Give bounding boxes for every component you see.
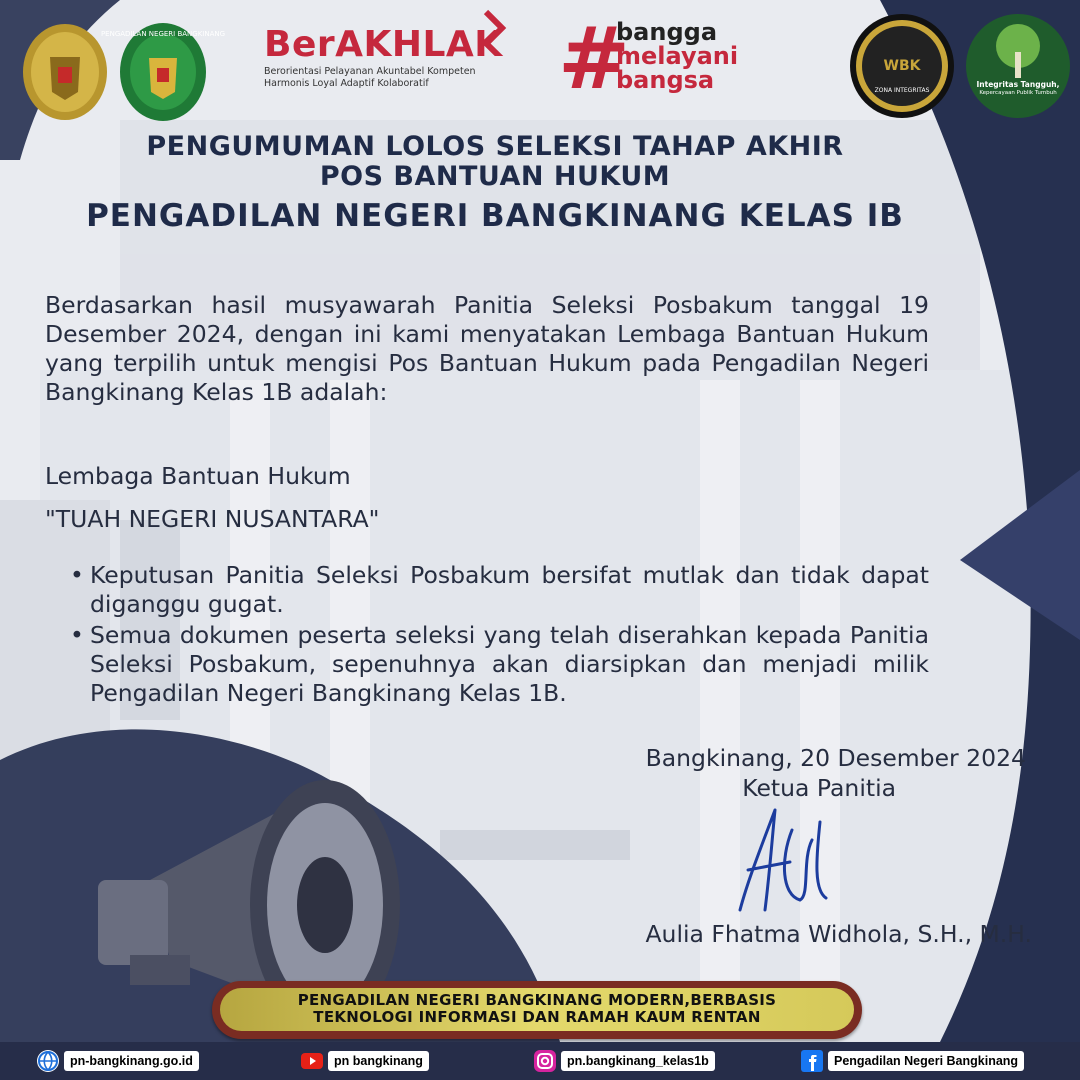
footer-bar	[0, 1042, 1080, 1080]
berakhlak-tagline-2: Harmonis Loyal Adaptif Kolaboratif	[264, 78, 429, 89]
footer-youtube[interactable]	[300, 1050, 429, 1072]
youtube-icon	[300, 1049, 324, 1073]
berakhlak-tagline-1: Berorientasi Pelayanan Akuntabel Kompeten	[264, 66, 476, 77]
signature-role: Ketua Panitia	[742, 774, 896, 802]
bangga-line2: melayani	[616, 42, 739, 70]
footer-facebook[interactable]	[800, 1050, 1024, 1072]
court-name-title: PENGADILAN NEGERI BANGKINANG KELAS IB	[86, 198, 904, 234]
footer-instagram[interactable]	[533, 1050, 715, 1072]
intro-paragraph-text: Berdasarkan hasil musyawarah Panitia Seleksi Posbakum tanggal 19 Desember 2024, dengan ini kami menyatakan Lembaga Bantuan Hukum yang terpilih untuk mengisi Pos Bantuan Hukum pada Pengadilan Negeri Bangkinang Kelas 1B adalah:	[45, 291, 929, 406]
integritas-line1: Integritas Tangguh,	[976, 80, 1060, 89]
pn-bangkinang-seal	[100, 22, 226, 122]
bangga-melayani-bangsa-logo	[558, 9, 758, 109]
instagram-icon	[533, 1049, 557, 1073]
announcement-title: PENGUMUMAN LOLOS SELEKSI TAHAP AKHIR	[146, 131, 844, 162]
youtube-link[interactable]: pn bangkinang	[328, 1051, 429, 1071]
handwritten-signature	[730, 800, 840, 925]
berakhlak-logo	[264, 24, 514, 104]
integritas-tangguh-logo	[966, 14, 1070, 118]
website-link[interactable]: pn-bangkinang.go.id	[64, 1051, 199, 1071]
svg-text:WBK: WBK	[883, 58, 921, 74]
facebook-link[interactable]: Pengadilan Negeri Bangkinang	[828, 1051, 1024, 1071]
bullet-icon: •	[70, 621, 84, 649]
zona-integritas-logo	[846, 12, 958, 120]
footer-website[interactable]	[36, 1050, 199, 1072]
instagram-link[interactable]: pn.bangkinang_kelas1b	[561, 1051, 715, 1071]
bullet-icon: •	[70, 561, 84, 589]
lembaga-label: Lembaga Bantuan Hukum	[45, 462, 351, 490]
list-item-text: Semua dokumen peserta seleksi yang telah diserahkan kepada Panitia Seleksi Posbakum, sepenuhnya akan diarsipkan dan menjadi milik Pengadilan Negeri Bangkinang Kelas 1B.	[90, 621, 929, 707]
list-item	[68, 621, 929, 708]
announcement-subtitle: POS BANTUAN HUKUM	[319, 161, 671, 192]
hash-symbol: #	[558, 9, 631, 109]
slogan-banner-inner	[220, 988, 854, 1031]
berakhlak-title: BerAKHLAK	[264, 24, 503, 65]
zona-label: ZONA INTEGRITAS	[874, 87, 930, 94]
slogan-line1: PENGADILAN NEGERI BANGKINANG MODERN,BERBASIS	[297, 991, 777, 1009]
mahkamah-agung-logo	[20, 22, 110, 122]
lembaga-name: "TUAH NEGERI NUSANTARA"	[45, 505, 380, 533]
facebook-icon	[800, 1049, 824, 1073]
notes-list	[68, 561, 929, 710]
signature-place-date: Bangkinang, 20 Desember 2024	[645, 744, 1026, 772]
signatory-name: Aulia Fhatma Widhola, S.H., M.H.	[645, 920, 1032, 948]
globe-icon	[36, 1049, 60, 1073]
slogan-banner	[212, 981, 862, 1039]
slogan-line2: TEKNOLOGI INFORMASI DAN RAMAH KAUM RENTAN	[313, 1008, 761, 1026]
bangga-line1: bangga	[616, 18, 718, 46]
pn-seal-text: PENGADILAN NEGERI BANGKINANG	[100, 30, 226, 38]
list-item	[68, 561, 929, 619]
bangga-line3: bangsa	[616, 66, 715, 94]
integritas-line2: Kepercayaan Publik Tumbuh	[979, 90, 1057, 96]
intro-paragraph	[45, 291, 929, 407]
list-item-text: Keputusan Panitia Seleksi Posbakum bersifat mutlak dan tidak dapat diganggu gugat.	[90, 561, 929, 618]
